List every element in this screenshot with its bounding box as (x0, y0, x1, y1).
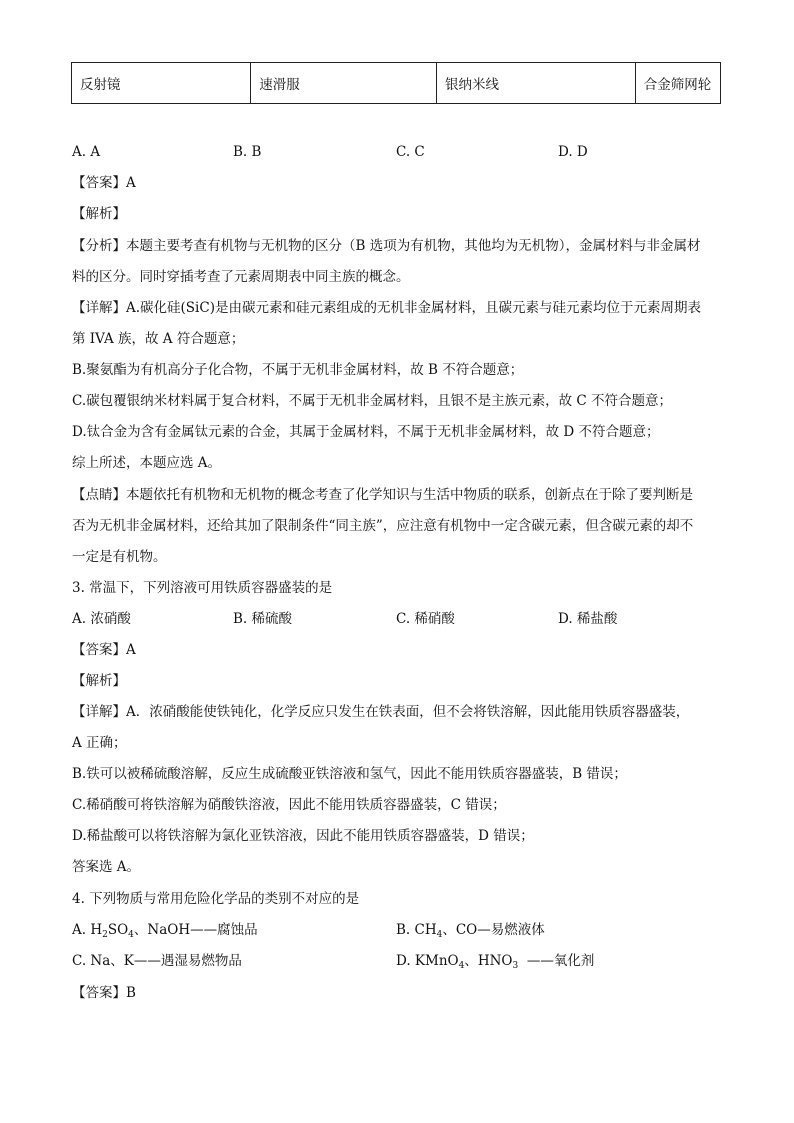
materials-table (71, 62, 721, 104)
q4-option-b (396, 920, 545, 940)
q3-detail-line: A 正确； (72, 735, 127, 751)
q3-detail-d: D.稀盐酸可以将铁溶解为氯化亚铁溶液，因此不能用铁质容器盛装，D 错误； (72, 828, 534, 844)
q2-comment-line: 一定是有机物。 (72, 549, 167, 565)
q4-option-d (396, 951, 594, 971)
table-cell: 合金筛网轮 (635, 63, 720, 104)
table-cell: 速滑服 (251, 63, 437, 104)
q3-stem: 3. 常温下，下列溶液可用铁质容器盛装的是 (72, 580, 333, 596)
q4-a-text: SO (107, 922, 129, 938)
subscript: 4 (436, 930, 443, 940)
q3-option-a: A. 浓硝酸 (72, 611, 131, 627)
q2-detail-line: 第 IVA 族，故 A 符合题意； (72, 331, 245, 347)
subscript: 4 (128, 930, 134, 940)
table-cell: 反射镜 (72, 63, 251, 104)
q3-answer: 【答案】A (72, 642, 136, 658)
q3-detail-b: B.铁可以被稀硫酸溶解，反应生成硫酸亚铁溶液和氢气，因此不能用铁质容器盛装，B 错误； (72, 766, 627, 782)
q2-detail-d: D.钛合金为含有金属钛元素的合金，其属于金属材料，不属于无机非金属材料，故 D 不符合题意； (72, 424, 660, 440)
q4-b-text: B. CH (396, 922, 437, 938)
q4-a-text: 、NaOH——腐蚀品 (133, 922, 258, 938)
q2-detail-line: 【详解】A.碳化硅(SiC)是由碳元素和硅元素组成的无机非金属材料，且碳元素与硅元素均位于元素周期表 (72, 300, 701, 316)
q4-d-text: ——氧化剂 (518, 953, 595, 969)
table-row (72, 63, 721, 104)
subscript: 4 (458, 961, 465, 971)
q3-detail-c: C.稀硝酸可将铁溶解为硝酸铁溶液，因此不能用铁质容器盛装，C 错误； (72, 797, 506, 813)
q3-detail-line: 【详解】A．浓硝酸能使铁钝化，化学反应只发生在铁表面，但不会将铁溶解，因此能用铁质容器盛装， (72, 704, 690, 720)
q2-comment-line: 【点睛】本题依托有机物和无机物的概念考查了化学知识与生活中物质的联系，创新点在于除了要判断是 (72, 487, 693, 503)
subscript: 3 (512, 961, 519, 971)
q2-summary: 综上所述，本题应选 A。 (72, 455, 222, 471)
q2-option-d: D. D (558, 144, 588, 160)
q2-answer: 【答案】A (72, 175, 136, 191)
q2-comment-line: 否为无机非金属材料，还给其加了限制条件“同主族”，应注意有机物中一定含碳元素，但含碳元素的却不 (72, 518, 694, 534)
q4-a-text: A. H (72, 922, 103, 938)
q2-detail-b: B.聚氨酯为有机高分子化合物，不属于无机非金属材料，故 B 不符合题意； (72, 362, 524, 378)
q4-d-text: 、HNO (464, 953, 513, 969)
q4-stem: 4. 下列物质与常用危险化学品的类别不对应的是 (72, 891, 360, 907)
subscript: 2 (102, 930, 108, 940)
q4-option-c: C. Na、K——遇湿易燃物品 (72, 953, 242, 969)
q2-option-c: C. C (396, 144, 425, 160)
q4-answer: 【答案】B (72, 985, 136, 1001)
q4-d-text: D. KMnO (396, 953, 459, 969)
q3-option-c: C. 稀硝酸 (396, 611, 455, 627)
q2-analysis-line: 【分析】本题主要考查有机物与无机物的区分（B 选项为有机物，其他均为无机物），金属材料与非金属材 (72, 238, 701, 254)
table-cell: 银纳米线 (436, 63, 635, 104)
q2-detail-c: C.碳包覆银纳米材料属于复合材料，不属于无机非金属材料，且银不是主族元素，故 C 不符合题意； (72, 393, 673, 409)
q3-option-b: B. 稀硫酸 (233, 611, 293, 627)
q3-jiexi-heading: 【解析】 (72, 673, 126, 689)
q2-option-b: B. B (233, 144, 262, 160)
q4-b-text: 、CO—易燃液体 (442, 922, 545, 938)
q3-summary: 答案选 A。 (72, 859, 141, 875)
q2-option-a: A. A (72, 144, 101, 160)
q4-option-a (72, 920, 258, 940)
q3-option-d: D. 稀盐酸 (558, 611, 618, 627)
q2-analysis-line: 料的区分。同时穿插考查了元素周期表中同主族的概念。 (72, 269, 410, 285)
q2-jiexi-heading: 【解析】 (72, 206, 126, 222)
